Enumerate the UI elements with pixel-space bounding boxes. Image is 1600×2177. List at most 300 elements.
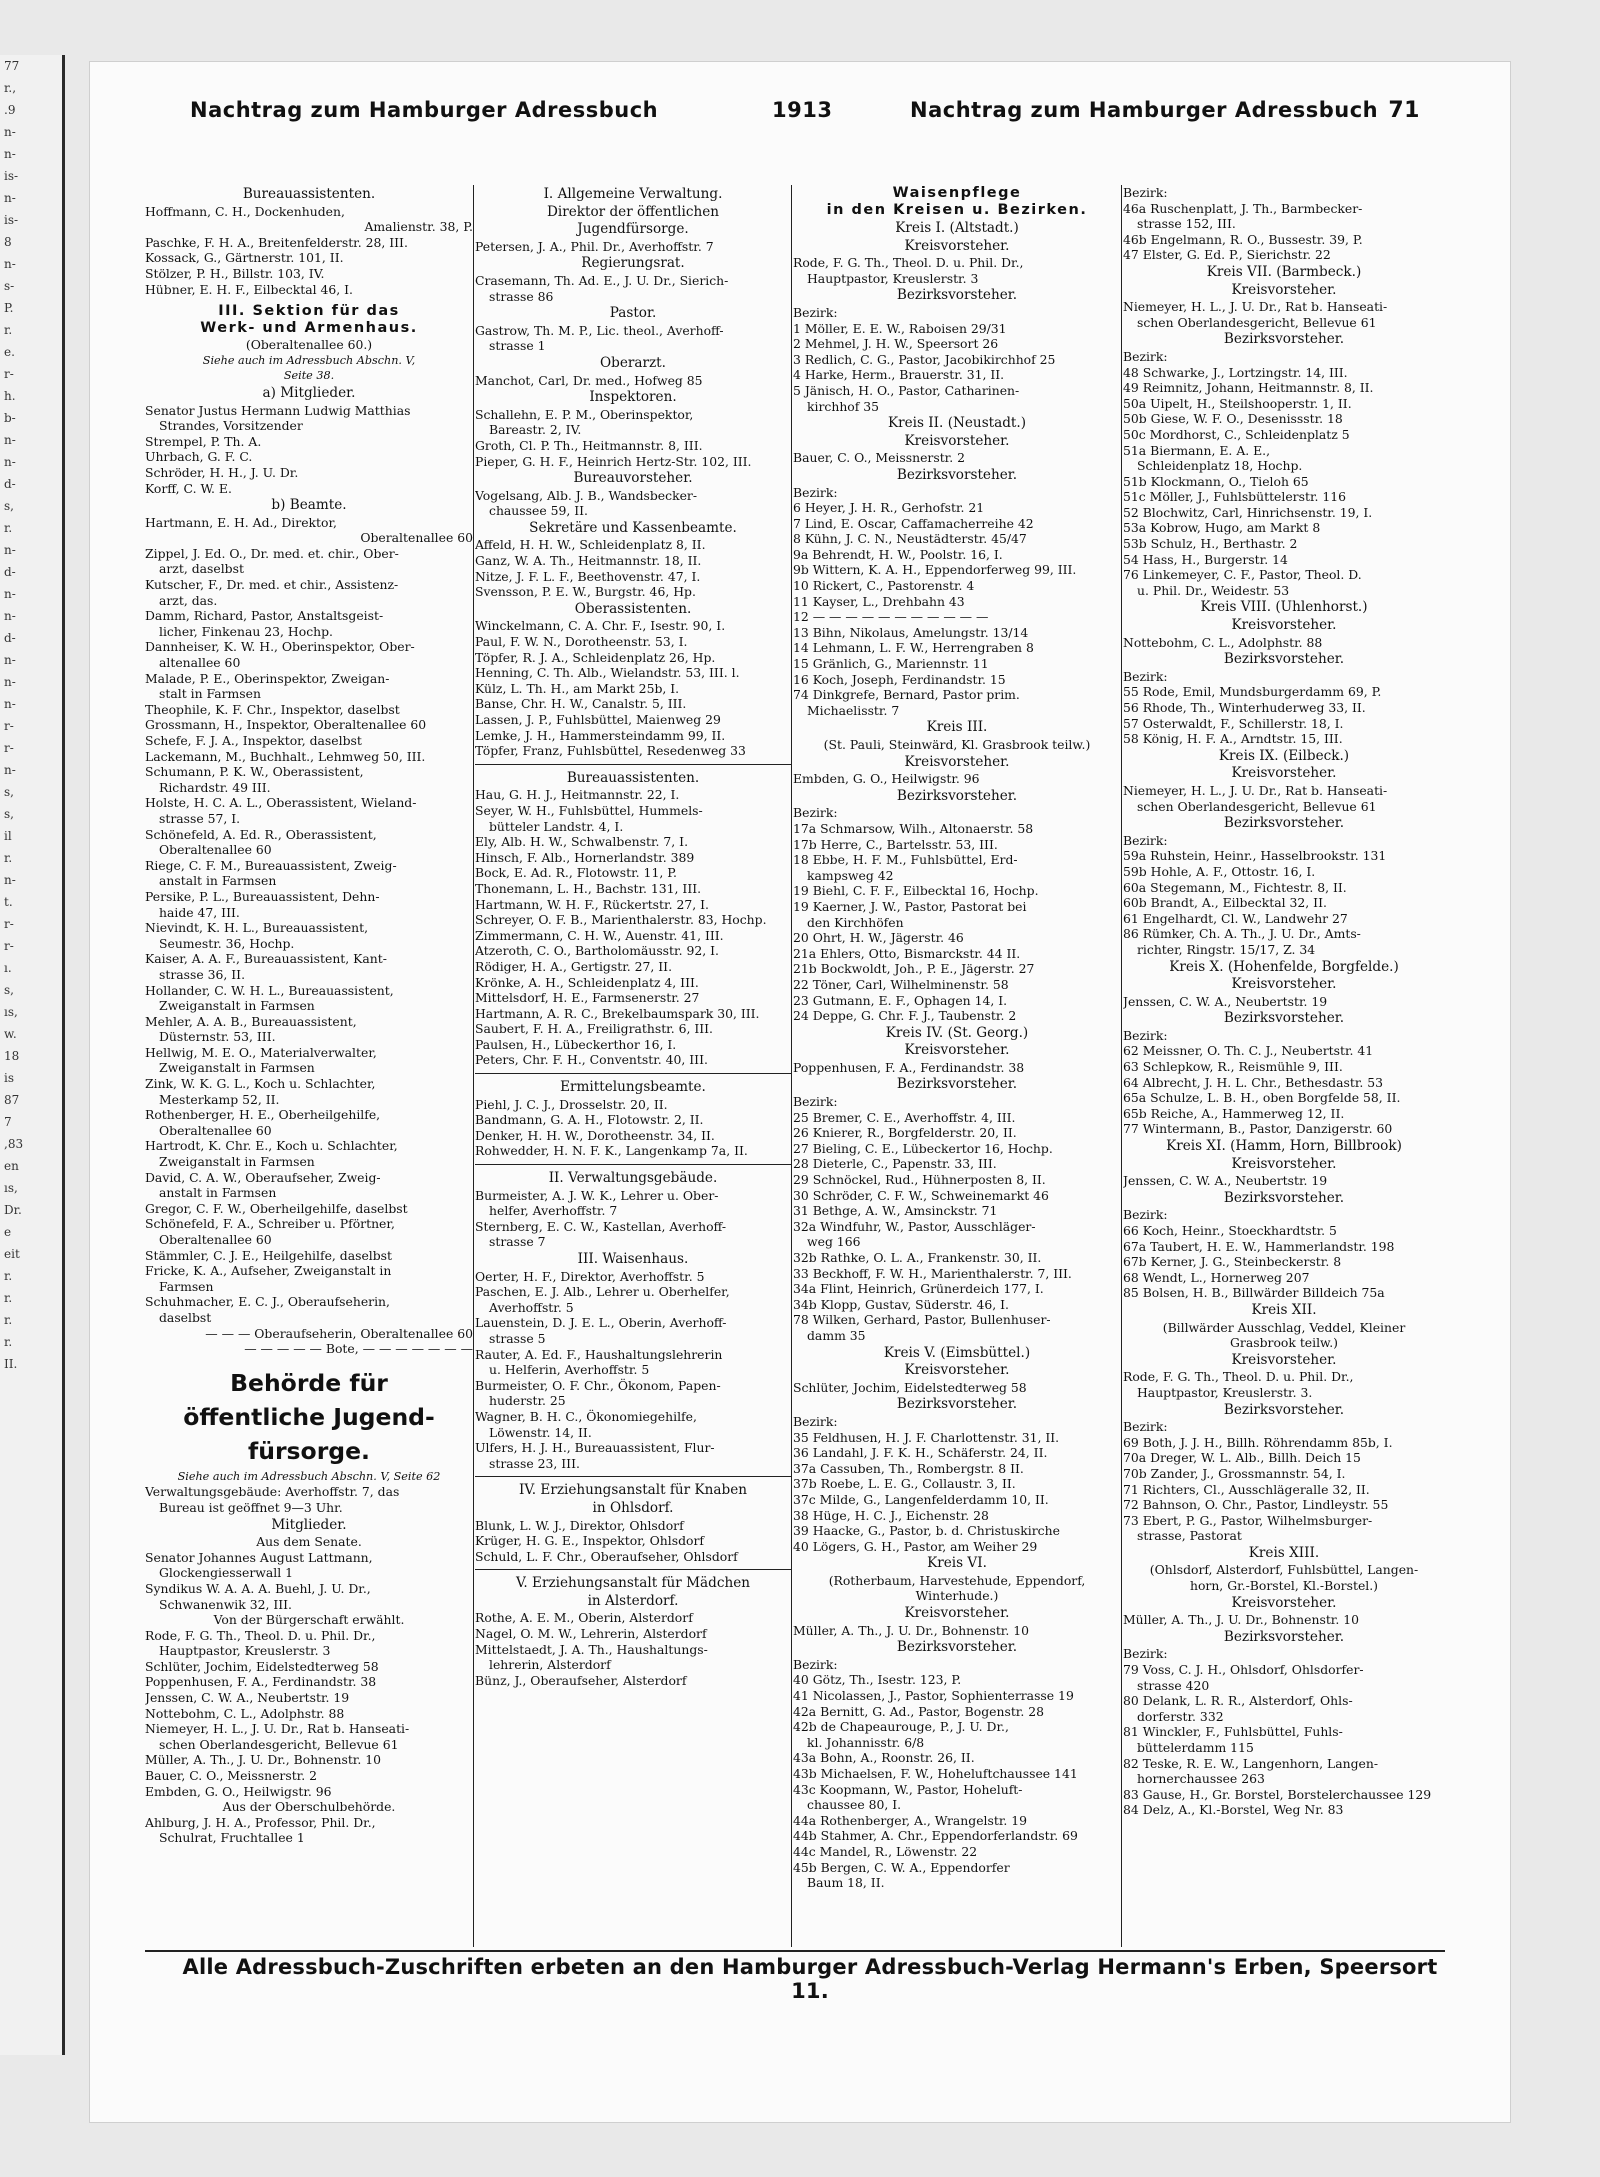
entry-line: 23 Gutmann, E. F., Ophagen 14, I. [793, 992, 1008, 1008]
section-heading: Bezirksvorsteher. [896, 466, 1018, 483]
entry-line: 25 Bremer, C. E., Averhoffstr. 4, III. [793, 1109, 1016, 1125]
entry-line: Verwaltungsgebäude: Averhoffstr. 7, das [145, 1484, 400, 1500]
entry-line: Schreyer, O. F. B., Marienthalerstr. 83, Hochp. [475, 912, 767, 928]
continuation-line: strasse 1 [489, 338, 546, 354]
margin-fragment: n- [4, 543, 16, 557]
entry-line: 16 Koch, Joseph, Ferdinandstr. 15 [793, 671, 1006, 687]
entry-line: Jenssen, C. W. A., Neubertstr. 19 [1123, 993, 1328, 1009]
section-heading: Kreis VII. (Barmbeck.) [1206, 263, 1362, 280]
continuation-line: Zweiganstalt in Farmsen [159, 1154, 315, 1170]
entry-line: 53b Schulz, H., Berthastr. 2 [1123, 536, 1298, 552]
entry-line: Uhrbach, G. F. C. [145, 449, 253, 465]
continuation-line: Schleidenplatz 18, Hochp. [1137, 458, 1303, 474]
margin-fragment: n- [4, 873, 16, 887]
entry-line: Rode, F. G. Th., Theol. D. u. Phil. Dr., [145, 1627, 376, 1643]
entry-line: Crasemann, Th. Ad. E., J. U. Dr., Sierich- [475, 272, 729, 288]
continuation-line: strasse 23, III. [489, 1455, 580, 1471]
centered-note: horn, Gr.-Borstel, Kl.-Borstel.) [1189, 1578, 1379, 1594]
entry-line: Bezirk: [793, 1656, 838, 1672]
margin-fragment: n- [4, 609, 16, 623]
entry-line: Rode, F. G. Th., Theol. D. u. Phil. Dr., [793, 255, 1024, 271]
margin-fragment: n- [4, 587, 16, 601]
entry-line: Strempel, P. Th. A. [145, 433, 262, 449]
entry-line: Nottebohm, C. L., Adolphstr. 88 [145, 1705, 345, 1721]
spaced-heading: III. Sektion für das [218, 303, 400, 320]
entry-line: Paschen, E. J. Alb., Lehrer u. Oberhelfer, [475, 1284, 730, 1300]
margin-fragment: n- [4, 433, 16, 447]
entry-line: 1 Möller, E. E. W., Raboisen 29/31 [793, 320, 1007, 336]
entry-line: Malade, P. E., Oberinspektor, Zweigan- [145, 670, 390, 686]
margin-fragment: il [4, 829, 12, 843]
entry-line: Müller, A. Th., J. U. Dr., Bohnenstr. 10 [793, 1622, 1030, 1638]
entry-line: Manchot, Carl, Dr. med., Hofweg 85 [475, 372, 703, 388]
continuation-line: anstalt in Farmsen [159, 873, 277, 889]
section-heading: Kreisvorsteher. [1231, 1594, 1337, 1611]
margin-fragment: r. [4, 1335, 13, 1349]
entry-line: 32b Rathke, O. L. A., Frankenstr. 30, II. [793, 1250, 1042, 1265]
continuation-line: den Kirchhöfen [807, 914, 904, 930]
continuation-line: Hauptpastor, Kreuslerstr. 3. [1137, 1384, 1313, 1400]
margin-fragment: ,83 [4, 1137, 24, 1151]
margin-fragment: is- [4, 169, 19, 183]
entry-line: 68 Wendt, L., Hornerweg 207 [1123, 1269, 1310, 1285]
entry-line: Hinsch, F. Alb., Hornerlandstr. 389 [475, 849, 695, 865]
entry-line: Stölzer, P. H., Billstr. 103, IV. [145, 265, 325, 281]
continuation-line: strasse 152, III. [1137, 216, 1236, 232]
continuation-line: kirchhof 35 [807, 398, 880, 414]
centered-note: Von der Bürgerschaft erwählt. [213, 1612, 405, 1628]
continuation-line: Bureau ist geöffnet 9—3 Uhr. [159, 1499, 343, 1515]
entry-line: 44c Mandel, R., Löwenstr. 22 [793, 1843, 978, 1859]
centered-note: (Rotherbaum, Harvestehude, Eppendorf, [828, 1572, 1086, 1588]
continuation-line: anstalt in Farmsen [159, 1185, 277, 1201]
entry-line: 19 Kaerner, J. W., Pastor, Pastorat bei [793, 898, 1027, 914]
section-heading: Kreisvorsteher. [1231, 1351, 1337, 1368]
section-heading: Sekretäre und Kassenbeamte. [529, 519, 737, 536]
margin-fragment: en [4, 1159, 19, 1173]
entry-line: Damm, Richard, Pastor, Anstaltsgeist- [145, 608, 384, 624]
entry-line: 50b Giese, W. F. O., Desenissstr. 18 [1123, 411, 1343, 427]
section-heading: III. Waisenhaus. [577, 1251, 689, 1267]
margin-fragment: 87 [4, 1093, 20, 1107]
margin-fragment: b- [4, 411, 16, 425]
margin-fragment: r- [4, 917, 14, 931]
entry-line: Rauter, A. Ed. F., Haushaltungslehrerin [475, 1346, 723, 1362]
section-heading: Bureauassistenten. [242, 186, 376, 202]
entry-line: Peters, Chr. F. H., Conventstr. 40, III. [475, 1052, 708, 1068]
section-heading: Kreisvorsteher. [1231, 617, 1337, 634]
entry-line: 73 Ebert, P. G., Pastor, Wilhelmsburger- [1123, 1512, 1373, 1528]
section-heading: Kreis X. (Hohenfelde, Borgfelde.) [1169, 958, 1399, 975]
continuation-line: strasse 57, I. [159, 810, 241, 826]
centered-note: Aus der Oberschulbehörde. [222, 1799, 396, 1815]
margin-fragment: d- [4, 565, 16, 579]
entry-line: Lackemann, M., Buchhalt., Lehmweg 50, III. [145, 748, 426, 764]
continuation-line: büttelerdamm 115 [1137, 1740, 1254, 1755]
entry-line: 56 Rhode, Th., Winterhuderweg 33, II. [1123, 700, 1366, 715]
entry-line: Bandmann, G. A. H., Flotowstr. 2, II. [475, 1112, 704, 1128]
entry-line: Schlüter, Jochim, Eidelstedterweg 58 [145, 1658, 379, 1674]
entry-line: Jenssen, C. W. A., Neubertstr. 19 [145, 1690, 350, 1706]
section-heading: II. Verwaltungsgebäude. [548, 1170, 718, 1187]
margin-fragment: r- [4, 719, 14, 733]
section-heading: Kreisvorsteher. [904, 432, 1010, 449]
authority-title: Behörde für [230, 1368, 388, 1397]
entry-line: Bünz, J., Oberaufseher, Alsterdorf [475, 1672, 687, 1688]
entry-line: Bezirk: [793, 805, 838, 821]
continuation-line: Oberaltenallee 60 [159, 1122, 272, 1138]
margin-fragment: s, [4, 785, 14, 799]
continuation-line: richter, Ringstr. 15/17, Z. 34 [1137, 941, 1316, 957]
right-aligned-line: — — — — — Bote, — — — — — — — [244, 1341, 473, 1357]
entry-line: 8 Kühn, J. C. N., Neustädterstr. 45/47 [793, 531, 1027, 547]
entry-line: Hollander, C. W. H. L., Bureauassistent, [145, 982, 394, 998]
section-heading: Ermittelungsbeamte. [560, 1079, 706, 1096]
entry-line: 85 Bolsen, H. B., Billwärder Billdeich 75a [1123, 1285, 1385, 1301]
entry-line: 61 Engelhardt, Cl. W., Landwehr 27 [1123, 910, 1348, 926]
entry-line: Kaiser, A. A. F., Bureauassistent, Kant- [145, 951, 387, 967]
section-heading: Bezirksvorsteher. [896, 1076, 1018, 1093]
authority-title: öffentliche Jugend- [183, 1402, 435, 1431]
entry-line: Schönefeld, A. Ed. R., Oberassistent, [145, 826, 377, 842]
entry-line: 21b Bockwoldt, Joh., P. E., Jägerstr. 27 [793, 961, 1035, 977]
section-rule [475, 764, 791, 765]
entry-line: Bezirk: [1123, 1419, 1168, 1435]
continuation-line: licher, Finkenau 23, Hochp. [159, 623, 333, 639]
margin-fragment: d- [4, 631, 16, 645]
entry-line: 37b Roebe, L. E. G., Collaustr. 3, II. [793, 1476, 1016, 1492]
section-heading: Bezirksvorsteher. [896, 287, 1018, 304]
entry-line: 21a Ehlers, Otto, Bismarckstr. 44 II. [793, 945, 1021, 961]
entry-line: Riege, C. F. M., Bureauassistent, Zweig- [145, 857, 397, 873]
entry-line: 29 Schnöckel, Rud., Hühnerposten 8, II. [793, 1172, 1046, 1188]
entry-line: 46b Engelmann, R. O., Bussestr. 39, P. [1123, 231, 1363, 247]
entry-line: 78 Wilken, Gerhard, Pastor, Bullenhuser- [793, 1312, 1051, 1328]
margin-fragment: ıs, [4, 1181, 18, 1195]
margin-fragment: n- [4, 147, 16, 161]
entry-line: 32a Windfuhr, W., Pastor, Ausschläger- [793, 1218, 1036, 1234]
entry-line: 17a Schmarsow, Wilh., Altonaerstr. 58 [793, 820, 1034, 836]
section-heading: Bezirksvorsteher. [1223, 815, 1345, 832]
entry-line: Holste, H. C. A. L., Oberassistent, Wieland- [145, 795, 417, 811]
entry-line: Töpfer, Franz, Fuhlsbüttel, Resedenweg 33 [475, 743, 746, 759]
entry-line: Dannheiser, K. W. H., Oberinspektor, Ober- [145, 639, 415, 655]
entry-line: 27 Bieling, C. E., Lübeckertor 16, Hochp. [793, 1140, 1053, 1156]
entry-line: Henning, C. Th. Alb., Wielandstr. 53, III. l. [475, 665, 740, 681]
entry-line: Bock, E. Ad. R., Flotowstr. 11, P. [475, 865, 677, 881]
continuation-line: Schulrat, Fruchtallee 1 [159, 1830, 305, 1846]
section-heading: Kreis III. [926, 719, 988, 736]
section-heading: b) Beamte. [271, 497, 347, 514]
column-3 [793, 185, 1121, 1947]
margin-fragment: s, [4, 983, 14, 997]
entry-line: 58 König, H. F. A., Arndtstr. 15, III. [1123, 731, 1343, 747]
entry-line: Hoffmann, C. H., Dockenhuden, [145, 203, 345, 219]
entry-line: 28 Dieterle, C., Papenstr. 33, III. [793, 1156, 997, 1172]
entry-line: Poppenhusen, F. A., Ferdinandstr. 38 [145, 1674, 377, 1690]
entry-line: 74 Dinkgrefe, Bernard, Pastor prim. [793, 687, 1020, 703]
section-heading: Mitglieder. [271, 1516, 347, 1533]
spaced-heading: Werk- und Armenhaus. [200, 320, 418, 337]
margin-fragment: 18 [4, 1049, 20, 1063]
continuation-line: Zweiganstalt in Farmsen [159, 1060, 315, 1076]
entry-line: Bezirk: [1123, 1207, 1168, 1223]
entry-line: Nottebohm, C. L., Adolphstr. 88 [1123, 634, 1323, 650]
centered-note: Winterhude.) [915, 1588, 999, 1604]
continuation-line: Zweiganstalt in Farmsen [159, 998, 315, 1014]
right-aligned-line: Amalienstr. 38, P. [364, 219, 473, 235]
entry-line: 14 Lehmann, L. F. W., Herrengraben 8 [793, 640, 1034, 656]
continuation-line: strasse 36, II. [159, 966, 246, 982]
section-heading: Kreisvorsteher. [904, 1042, 1010, 1059]
section-rule [475, 1164, 791, 1165]
entry-line: Bauer, C. O., Meissnerstr. 2 [145, 1768, 318, 1784]
page-number: 71 [1388, 98, 1420, 123]
continuation-line: schen Oberlandesgericht, Bellevue 61 [1137, 314, 1377, 330]
continuation-line: strasse 86 [489, 288, 554, 304]
margin-fragment: e [4, 1225, 12, 1239]
entry-line: Sternberg, E. C. W., Kastellan, Averhoff- [475, 1218, 727, 1234]
continuation-line: Oberaltenallee 60 [159, 1232, 272, 1247]
section-heading: Bezirksvorsteher. [1223, 651, 1345, 668]
margin-fragment: s- [4, 279, 15, 293]
entry-line: Rohwedder, H. N. F. K., Langenkamp 7a, II. [475, 1143, 748, 1159]
section-heading: Kreis I. (Altstadt.) [895, 220, 1019, 236]
entry-line: 6 Heyer, J. H. R., Gerhofstr. 21 [793, 500, 985, 516]
spaced-heading: Waisenpflege [892, 185, 1022, 201]
entry-line: Piehl, J. C. J., Drosselstr. 20, II. [475, 1096, 668, 1112]
continuation-line: kampsweg 42 [807, 867, 894, 883]
entry-line: Nagel, O. M. W., Lehrerin, Alsterdorf [475, 1626, 707, 1642]
entry-line: Zimmermann, C. H. W., Auenstr. 41, III. [475, 927, 724, 943]
section-heading: Bureauassistenten. [566, 769, 700, 786]
entry-line: 43b Michaelsen, F. W., Hoheluftchaussee 141 [793, 1766, 1078, 1781]
entry-line: 45b Bergen, C. W. A., Eppendorfer [793, 1859, 1010, 1875]
margin-fragment: n- [4, 191, 16, 205]
entry-line: 44a Rothenberger, A., Wrangelstr. 19 [793, 1812, 1028, 1828]
entry-line: Winckelmann, C. A. Chr. F., Isestr. 90, I. [475, 618, 726, 634]
margin-fragment: w. [4, 1027, 17, 1041]
continuation-line: arzt, daselbst [159, 561, 244, 577]
margin-fragment: is [4, 1071, 14, 1085]
continuation-line: huderstr. 25 [489, 1393, 566, 1409]
section-heading: Bezirksvorsteher. [896, 1639, 1018, 1656]
adjacent-page-margin [0, 55, 65, 2055]
entry-line: 53a Kobrow, Hugo, am Markt 8 [1123, 520, 1321, 536]
centered-note: Aus dem Senate. [256, 1534, 362, 1550]
margin-fragment: ıs, [4, 1005, 18, 1019]
entry-line: Petersen, J. A., Phil. Dr., Averhoffstr. 7 [475, 238, 714, 254]
entry-line: 34b Klopp, Gustav, Süderstr. 46, I. [793, 1296, 1009, 1312]
footer-rule [145, 1950, 1445, 1952]
entry-line: 62 Meissner, O. Th. C. J., Neubertstr. 41 [1123, 1043, 1374, 1059]
cross-reference-note: Siehe auch im Adressbuch Abschn. V, [202, 353, 416, 367]
section-heading: Kreis II. (Neustadt.) [887, 415, 1027, 432]
margin-fragment: r- [4, 939, 14, 953]
continuation-line: Löwenstr. 14, II. [489, 1424, 592, 1440]
continuation-line: Schwanenwik 32, III. [159, 1596, 292, 1612]
section-heading: Pastor. [609, 305, 657, 322]
entry-line: 41 Nicolassen, J., Pastor, Sophienterrasse 19 [793, 1688, 1074, 1704]
entry-line: Schröder, H. H., J. U. Dr. [145, 464, 299, 480]
entry-line: Oerter, H. F., Direktor, Averhoffstr. 5 [475, 1268, 705, 1284]
entry-line: 4 Harke, Herm., Brauerstr. 31, II. [793, 367, 1005, 383]
continuation-line: lehrerin, Alsterdorf [489, 1657, 611, 1673]
entry-line: Thonemann, L. H., Bachstr. 131, III. [475, 880, 702, 896]
entry-line: 86 Rümker, Ch. A. Th., J. U. Dr., Amts- [1123, 926, 1361, 942]
entry-line: Bezirk: [793, 1413, 838, 1429]
entry-line: Nievindt, K. H. L., Bureauassistent, [145, 920, 369, 936]
entry-line: Hübner, E. H. F., Eilbecktal 46, I. [145, 281, 353, 297]
entry-line: Bezirk: [793, 484, 838, 500]
margin-fragment: r. [4, 1313, 13, 1327]
entry-line: 64 Albrecht, J. H. L. Chr., Bethesdastr. 53 [1123, 1074, 1384, 1090]
continuation-line: u. Helferin, Averhoffstr. 5 [489, 1362, 650, 1378]
margin-fragment: P. [4, 301, 14, 315]
entry-line: Rödiger, H. A., Gertigstr. 27, II. [475, 958, 673, 974]
entry-line: Theophile, K. F. Chr., Inspektor, daselbst [145, 701, 400, 717]
section-heading: Kreisvorsteher. [904, 1362, 1010, 1379]
margin-fragment: r. [4, 851, 13, 865]
continuation-line: bütteler Landstr. 4, I. [489, 818, 624, 834]
entry-line: 43c Koopmann, W., Pastor, Hoheluft- [793, 1781, 1023, 1797]
entry-line: 26 Knierer, R., Borgfelderstr. 20, II. [793, 1125, 1017, 1141]
entry-line: Mittelsdorf, H. E., Farmsenerstr. 27 [475, 990, 700, 1006]
entry-line: 12 — — — — — — — — — — — [793, 609, 989, 625]
margin-fragment: t. [4, 895, 13, 909]
entry-line: Hartmann, E. H. Ad., Direktor, [145, 514, 337, 530]
entry-line: Lemke, J. H., Hammersteindamm 99, II. [475, 727, 726, 743]
entry-line: 60b Brandt, A., Eilbecktal 32, II. [1123, 895, 1327, 911]
entry-line: Stämmler, C. J. E., Heilgehilfe, daselbst [145, 1247, 393, 1263]
entry-line: 48 Schwarke, J., Lortzingstr. 14, III. [1123, 364, 1348, 380]
entry-line: 83 Gause, H., Gr. Borstel, Borstelerchaussee 129 [1123, 1786, 1432, 1802]
header-title-right: Nachtrag zum Hamburger Adressbuch [910, 98, 1379, 122]
margin-fragment: II. [4, 1357, 18, 1371]
authority-title: fürsorge. [248, 1436, 370, 1465]
section-heading: Bezirksvorsteher. [1223, 1010, 1345, 1027]
centered-note: (Ohlsdorf, Alsterdorf, Fuhlsbüttel, Langen- [1149, 1562, 1419, 1578]
section-heading: Inspektoren. [589, 389, 677, 406]
entry-line: Hellwig, M. E. O., Materialverwalter, [145, 1044, 377, 1060]
entry-line: 67a Taubert, H. E. W., Hammerlandstr. 198 [1123, 1238, 1395, 1254]
continuation-line: Averhoffstr. 5 [489, 1299, 574, 1315]
section-heading: Kreisvorsteher. [904, 237, 1010, 254]
centered-note: (Oberaltenallee 60.) [245, 337, 373, 353]
margin-fragment: .9 [4, 103, 16, 117]
margin-fragment: is- [4, 213, 19, 227]
margin-fragment: r., [4, 81, 17, 95]
entry-line: Denker, H. H. W., Dorotheenstr. 34, II. [475, 1127, 715, 1143]
continuation-line: Bareastr. 2, IV. [489, 422, 582, 438]
section-heading: Bureauvorsteher. [573, 470, 693, 487]
spacer [145, 1357, 473, 1363]
section-heading: Bezirksvorsteher. [1223, 331, 1345, 348]
entry-line: 79 Voss, C. J. H., Ohlsdorf, Ohlsdorfer- [1123, 1662, 1364, 1678]
section-heading: Kreis VI. [927, 1555, 987, 1572]
continuation-line: schen Oberlandesgericht, Bellevue 61 [159, 1736, 399, 1752]
entry-line: 39 Haacke, G., Pastor, b. d. Christuskirche [793, 1523, 1060, 1539]
entry-line: Seyer, W. H., Fuhlsbüttel, Hummels- [475, 802, 703, 818]
entry-line: Saubert, F. H. A., Freiligrathstr. 6, III. [475, 1021, 713, 1037]
entry-line: Krüger, H. G. E., Inspektor, Ohlsdorf [475, 1533, 704, 1549]
entry-line: Vogelsang, Alb. J. B., Wandsbecker- [475, 487, 698, 503]
section-heading: Kreis XII. [1251, 1301, 1317, 1318]
entry-line: Grossmann, H., Inspektor, Oberaltenallee 60 [145, 717, 427, 733]
entry-line: Mittelstaedt, J. A. Th., Haushaltungs- [475, 1641, 708, 1657]
section-heading: in Ohlsdorf. [592, 1499, 674, 1516]
entry-line: Zippel, J. Ed. O., Dr. med. et. chir., Ober- [145, 545, 399, 561]
entry-line: 30 Schröder, C. F. W., Schweinemarkt 46 [793, 1187, 1049, 1203]
entry-line: Ganz, W. A. Th., Heitmannstr. 18, II. [475, 553, 702, 569]
margin-fragment: n- [4, 125, 16, 139]
entry-line: 51c Möller, J., Fuhlsbüttelerstr. 116 [1123, 489, 1347, 505]
entry-line: 72 Bahnson, O. Chr., Pastor, Lindleystr. 55 [1123, 1497, 1389, 1513]
entry-line: Senator Johannes August Lattmann, [145, 1549, 373, 1565]
section-heading: Kreis XI. (Hamm, Horn, Billbrook) [1166, 1138, 1402, 1155]
column-divider [791, 185, 792, 1947]
entry-line: Pieper, G. H. F., Heinrich Hertz-Str. 102, III. [475, 453, 752, 469]
entry-line: Embden, G. O., Heilwigstr. 96 [793, 771, 980, 787]
entry-line: 24 Deppe, G. Chr. F. J., Taubenstr. 2 [793, 1008, 1017, 1024]
entry-line: 33 Beckhoff, F. W. H., Marienthalerstr. 7, III. [793, 1265, 1072, 1281]
section-heading: Direktor der öffentlichen [546, 203, 720, 220]
entry-line: 37c Milde, G., Langenfelderdamm 10, II. [793, 1491, 1049, 1507]
entry-line: Töpfer, R. J. A., Schleidenplatz 26, Hp. [475, 649, 716, 665]
margin-fragment: r. [4, 521, 13, 535]
section-heading: Bezirksvorsteher. [1223, 1401, 1345, 1418]
continuation-line: Hauptpastor, Kreuslerstr. 3 [159, 1643, 331, 1659]
column-divider [1121, 185, 1122, 1947]
entry-line: 47 Elster, G. Ed. P., Sierichstr. 22 [1123, 247, 1331, 263]
section-heading: Kreisvorsteher. [1231, 281, 1337, 298]
entry-line: Lauenstein, D. J. E. L., Oberin, Averhoff- [475, 1315, 727, 1331]
continuation-line: Baum 18, II. [807, 1875, 885, 1891]
entry-line: Banse, Chr. H. W., Canalstr. 5, III. [475, 696, 687, 712]
entry-line: Bezirk: [1123, 348, 1168, 364]
continuation-line: Hauptpastor, Kreuslerstr. 3 [807, 270, 979, 286]
entry-line: 34a Flint, Heinrich, Grünerdeich 177, I. [793, 1281, 1044, 1297]
margin-fragment: n- [4, 653, 16, 667]
entry-line: 63 Schlepkow, R., Reismühle 9, III. [1123, 1059, 1343, 1075]
entry-line: Niemeyer, H. L., J. U. Dr., Rat b. Hanseati- [1123, 299, 1388, 315]
entry-line: Rothe, A. E. M., Oberin, Alsterdorf [475, 1610, 693, 1626]
entry-line: Müller, A. Th., J. U. Dr., Bohnenstr. 10 [1123, 1612, 1360, 1628]
margin-fragment: n- [4, 455, 16, 469]
continuation-line: Farmsen [159, 1278, 214, 1294]
centered-note: (St. Pauli, Steinwärd, Kl. Grasbrook teilw.) [823, 737, 1091, 752]
continuation-line: Düsternstr. 53, III. [159, 1029, 276, 1045]
continuation-line: helfer, Averhoffstr. 7 [489, 1203, 618, 1219]
entry-line: 13 Bihn, Nikolaus, Amelungstr. 13/14 [793, 624, 1029, 640]
margin-fragment: 77 [4, 59, 20, 73]
continuation-line: Glockengiesserwall 1 [159, 1565, 294, 1581]
continuation-line: strasse 5 [489, 1330, 546, 1346]
entry-line: 42b de Chapeaurouge, P., J. U. Dr., [793, 1719, 1009, 1735]
entry-line: 11 Kayser, L., Drehbahn 43 [793, 593, 965, 609]
entry-line: 35 Feldhusen, H. J. F. Charlottenstr. 31, II. [793, 1429, 1060, 1445]
continuation-line: strasse 420 [1137, 1677, 1210, 1693]
margin-fragment: r. [4, 1269, 13, 1283]
header-title-left: Nachtrag zum Hamburger Adressbuch [190, 98, 659, 122]
entry-line: 46a Ruschenplatt, J. Th., Barmbecker- [1123, 200, 1363, 216]
section-heading: Bezirksvorsteher. [1223, 1189, 1345, 1206]
entry-line: 36 Landahl, J. F. K. H., Schäferstr. 24, II. [793, 1445, 1048, 1461]
entry-line: Lassen, J. P., Fuhlsbüttel, Maienweg 29 [475, 712, 721, 727]
entry-line: Wagner, B. H. C., Ökonomiegehilfe, [475, 1408, 697, 1424]
section-heading: Oberarzt. [600, 354, 666, 371]
entry-line: 59a Ruhstein, Heinr., Hasselbrookstr. 131 [1123, 848, 1387, 864]
